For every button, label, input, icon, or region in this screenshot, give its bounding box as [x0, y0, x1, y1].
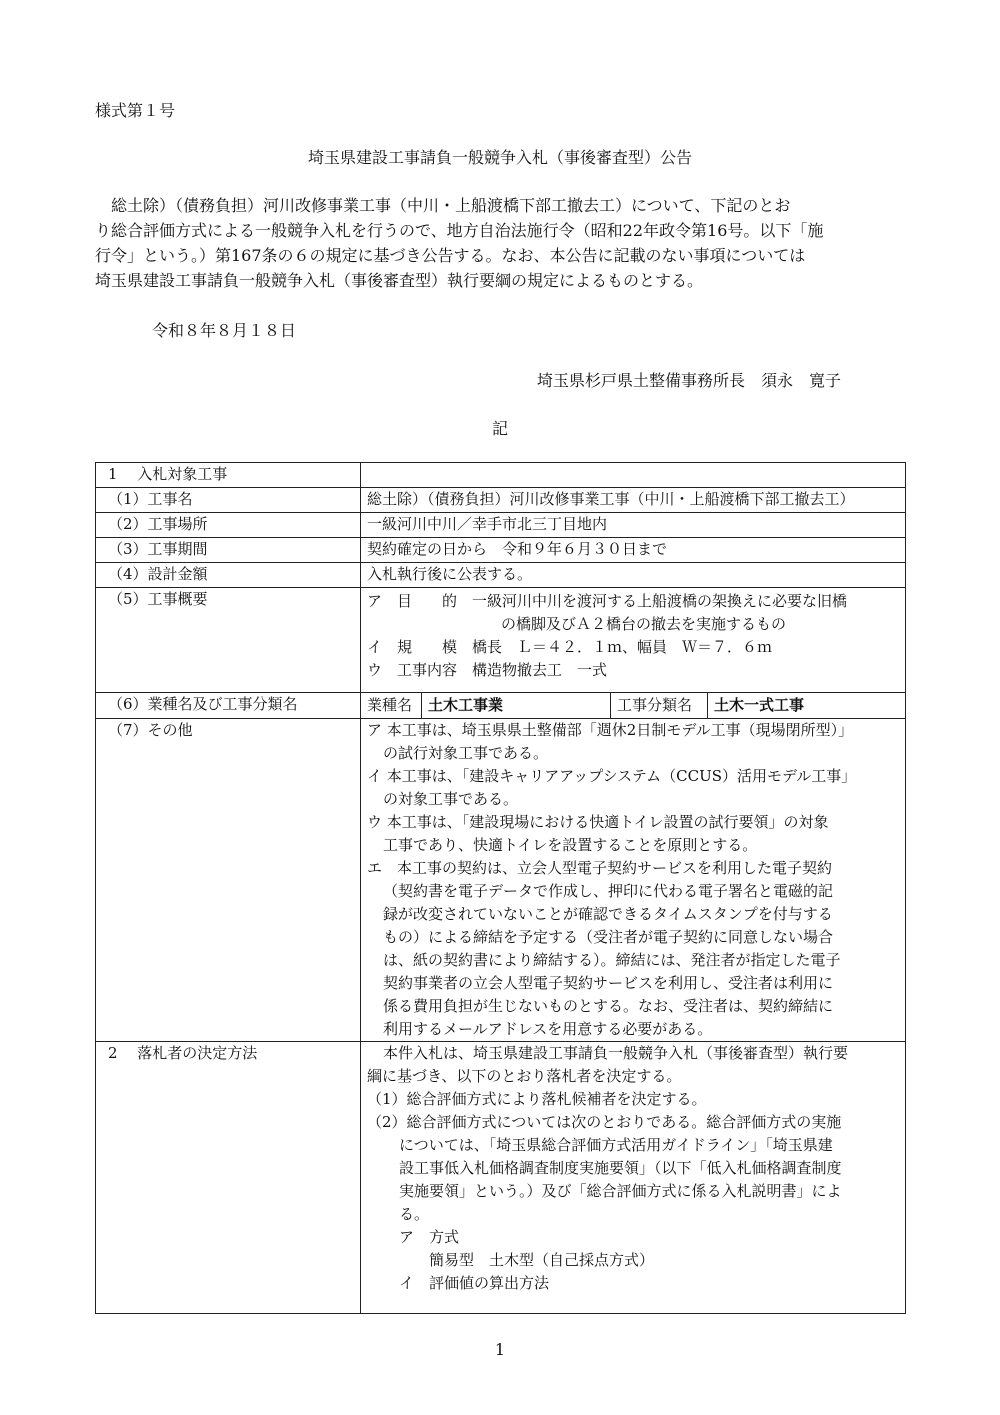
other-line: ウ 本工事は、「建設現場における快適トイレ設置の試行要領」の対象	[367, 813, 829, 831]
specification-table	[95, 462, 906, 1314]
method-line: 実施要領」という。）及び「総合評価方式に係る入札説明書」によ	[399, 1182, 842, 1200]
table-row	[96, 488, 906, 513]
method-line: （1）総合評価方式により落札候補者を決定する。	[367, 1090, 707, 1108]
intro-line: 埼玉県建設工事請負一般競争入札（事後審査型）執行要綱の規定によるものとする。	[95, 271, 704, 290]
industry-label: 業種名	[361, 693, 422, 718]
other-value	[361, 719, 906, 1042]
outline-line: の橋脚及びＡ２橋台の撤去を実施するもの	[501, 615, 787, 633]
method-line: イ 評価値の算出方法	[399, 1274, 550, 1292]
method-line: 綱に基づき、以下のとおり落札者を決定する。	[367, 1067, 682, 1085]
section2-value	[361, 1042, 906, 1314]
table-row	[96, 513, 906, 538]
intro-paragraph	[95, 193, 907, 293]
work-name-label: （1）工事名	[96, 488, 361, 513]
other-line: の対象工事である。	[383, 790, 519, 808]
table-row	[96, 1042, 906, 1314]
work-place-value	[361, 513, 906, 538]
table-row	[96, 719, 906, 1042]
work-period-label: （3）工事期間	[96, 538, 361, 563]
intro-line: り総合評価方式による一般競争入札を行うので、地方自治法施行令（昭和22年政令第16号。以下「施	[95, 221, 824, 240]
work-name-value	[361, 488, 906, 513]
work-class-value: 土木一式工事	[714, 696, 805, 714]
work-class-label: 工事分類名	[611, 693, 708, 718]
work-period-value	[361, 538, 906, 563]
other-line: エ 本工事の契約は、立会人型電子契約サービスを利用した電子契約	[367, 859, 833, 877]
work-place-text: 一級河川中川／幸手市北三丁目地内	[367, 515, 608, 533]
work-place-label: （2）工事場所	[96, 513, 361, 538]
other-line: イ 本工事は、「建設キャリアアップシステム（CCUS）活用モデル工事」	[367, 767, 857, 785]
category-value	[361, 693, 906, 719]
other-line: は、紙の契約書により締結する）。締結には、発注者が指定した電子	[383, 951, 841, 969]
method-line: る。	[399, 1205, 430, 1223]
other-line: 係る費用負担が生じないものとする。なお、受注者は、契約締結に	[383, 997, 834, 1015]
section1-value	[361, 463, 906, 488]
ki-heading: 記	[492, 419, 509, 438]
section2-label: 2 落札者の決定方法	[96, 1042, 361, 1314]
design-amount-text: 入札執行後に公表する。	[367, 565, 533, 583]
table-row	[96, 563, 906, 588]
outline-line: イ 規 模 橋長 Ｌ＝４２．１ｍ、幅員 Ｗ＝７．６ｍ	[367, 638, 773, 656]
work-outline-value	[361, 588, 906, 693]
table-row	[96, 693, 906, 719]
method-line: については、「埼玉県総合評価方式活用ガイドライン」「埼玉県建	[399, 1136, 833, 1154]
outline-line: ア 目 的 一級河川中川を渡河する上船渡橋の架換えに必要な旧橋	[367, 592, 848, 610]
other-label: （7）その他	[96, 719, 361, 1042]
other-line: の試行対象工事である。	[383, 744, 549, 762]
other-line: 工事であり、快適トイレを設置することを原則とする。	[383, 836, 758, 854]
table-row	[96, 588, 906, 693]
method-line: （2）総合評価方式については次のとおりである。総合評価方式の実施	[367, 1113, 842, 1131]
other-line: もの）による締結を予定する（受注者が電子契約に同意しない場合	[383, 928, 834, 946]
other-line: 利用するメールアドレスを用意する必要がある。	[383, 1020, 713, 1038]
method-line: 設工事低入札価格調査制度実施要領」（以下「低入札価格調査制度	[399, 1159, 842, 1177]
work-name-text: 総土除）（債務負担）河川改修事業工事（中川・上船渡橋下部工撤去工）	[367, 490, 855, 508]
other-line: （契約書を電子データで作成し、押印に代わる電子署名と電磁的記	[383, 882, 834, 900]
other-line: ア 本工事は、埼玉県県土整備部「週休2日制モデル工事（現場閉所型）」	[367, 721, 854, 739]
method-line: 簡易型 土木型（自己採点方式）	[429, 1251, 655, 1269]
intro-line: 総土除）（債務負担）河川改修事業工事（中川・上船渡橋下部工撤去工）について、下記のとお	[95, 196, 791, 215]
work-outline-label: （5）工事概要	[96, 588, 361, 693]
page-number: 1	[494, 1340, 506, 1359]
other-line: 録が改変されていないことが確認できるタイムスタンプを付与する	[383, 905, 833, 923]
design-amount-value	[361, 563, 906, 588]
category-label: （6）業種名及び工事分類名	[96, 693, 361, 719]
design-amount-label: （4）設計金額	[96, 563, 361, 588]
outline-line: ウ 工事内容 構造物撤去工 一式	[367, 661, 608, 679]
other-line: 契約事業者の立会人型電子契約サービスを利用し、受注者は利用に	[383, 974, 834, 992]
industry-value: 土木工事業	[422, 693, 611, 718]
document-title: 埼玉県建設工事請負一般競争入札（事後審査型）公告	[307, 148, 692, 167]
method-line: ア 方式	[399, 1228, 460, 1246]
work-period-text: 契約確定の日から 令和９年６月３０日まで	[367, 540, 668, 558]
table-row	[96, 538, 906, 563]
announcement-date: 令和８年８月１８日	[152, 321, 297, 340]
table-row	[96, 463, 906, 488]
intro-line: 行令」という。）第167条の６の規定に基づき公告する。なお、本公告に記載のない事項については	[95, 246, 806, 265]
form-number: 様式第１号	[95, 101, 176, 120]
method-line: 本件入札は、埼玉県建設工事請負一般競争入札（事後審査型）執行要	[383, 1044, 849, 1062]
category-grid	[361, 693, 905, 718]
issuer-name: 埼玉県杉戸県土整備事務所長 須永 寛子	[537, 371, 842, 390]
section1-label: 1 入札対象工事	[96, 463, 361, 488]
